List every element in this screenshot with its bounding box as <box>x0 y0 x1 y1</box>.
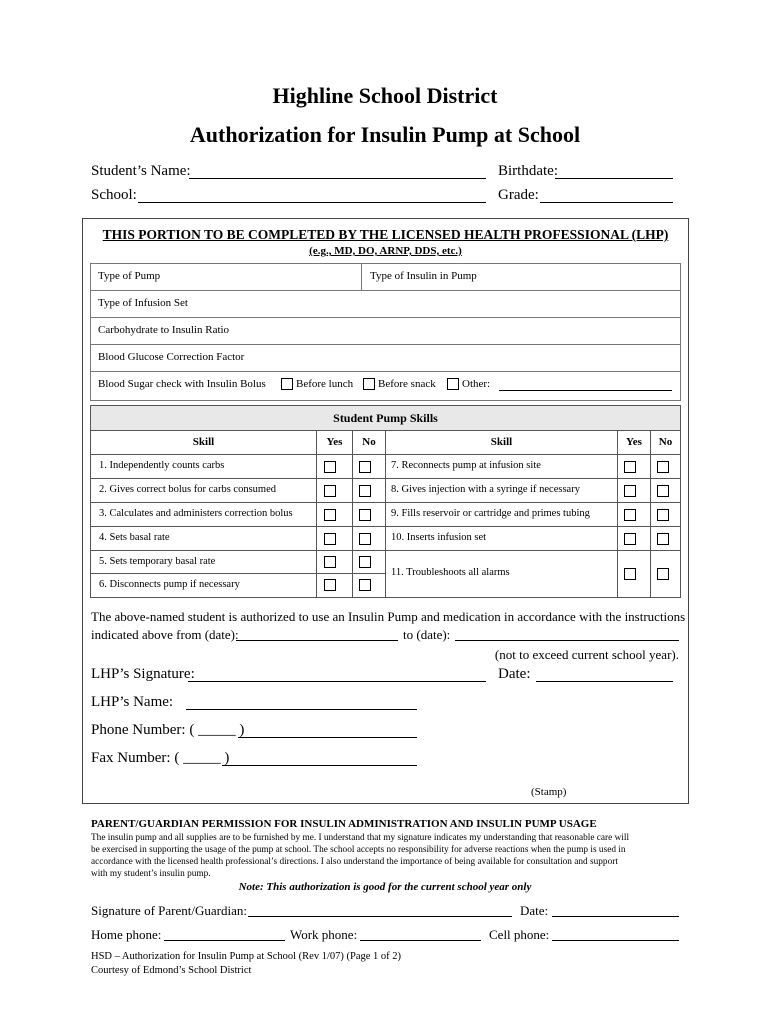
footer-form-id: HSD – Authorization for Insulin Pump at School (Rev 1/07) (Page 1 of 2) <box>91 951 402 962</box>
skill-header-right: Skill <box>490 436 513 448</box>
skill-2-yes-checkbox[interactable] <box>324 485 336 497</box>
grade-field[interactable] <box>540 202 673 203</box>
skill-4-yes-checkbox[interactable] <box>324 533 336 545</box>
school-field[interactable] <box>138 202 486 203</box>
other-checkbox[interactable] <box>447 378 459 390</box>
form-title: Authorization for Insulin Pump at School <box>189 122 581 147</box>
skill-5-no-checkbox[interactable] <box>359 556 371 568</box>
before-lunch-label: Before lunch <box>296 378 354 390</box>
skill-2-no-checkbox[interactable] <box>359 485 371 497</box>
phone-number-field[interactable] <box>238 737 417 738</box>
skill-10-yes-checkbox[interactable] <box>624 533 636 545</box>
student-name-field[interactable] <box>189 178 486 179</box>
from-date-label: indicated above from (date): <box>91 627 239 642</box>
skill-10: 10. Inserts infusion set <box>391 532 487 543</box>
skill-8-no-checkbox[interactable] <box>657 485 669 497</box>
no-header-right: No <box>658 436 673 448</box>
skill-3-yes-checkbox[interactable] <box>324 509 336 521</box>
parent-paragraph-2: be exercised in supporting the usage of the pump at school. The school accepts no responsibility for adverse reactions when the pump is used in <box>91 845 626 855</box>
lhp-signature-label: LHP’s Signature: <box>91 666 195 682</box>
skill-5-yes-checkbox[interactable] <box>324 556 336 568</box>
yes-header-right: Yes <box>626 436 642 448</box>
skill-6: 6. Disconnects pump if necessary <box>99 579 240 590</box>
skills-table <box>90 405 681 598</box>
other-label: Other: <box>462 378 491 390</box>
home-phone-field[interactable] <box>164 940 285 941</box>
carb-ratio-label: Carbohydrate to Insulin Ratio <box>98 324 230 336</box>
lhp-name-label: LHP’s Name: <box>91 694 174 710</box>
other-field[interactable] <box>499 390 672 391</box>
footer-courtesy: Courtesy of Edmond’s School District <box>91 965 252 976</box>
skill-11-no-checkbox[interactable] <box>657 568 669 580</box>
phone-number-label: Phone Number: ( _____ ) <box>91 722 245 738</box>
fax-number-label: Fax Number: ( _____ ) <box>91 750 230 766</box>
infusion-set-label: Type of Infusion Set <box>98 297 188 309</box>
from-date-field[interactable] <box>236 640 398 641</box>
birthdate-field[interactable] <box>555 178 673 179</box>
skill-3: 3. Calculates and administers correction bolus <box>99 508 293 519</box>
stamp-label: (Stamp) <box>531 786 567 798</box>
before-lunch-checkbox[interactable] <box>281 378 293 390</box>
parent-signature-label: Signature of Parent/Guardian: <box>91 903 247 918</box>
skill-7-yes-checkbox[interactable] <box>624 461 636 473</box>
yes-header-left: Yes <box>326 436 343 448</box>
parent-paragraph-3: accordance with the licensed health professional’s directions. I also understand the importance of being available for consultation and support <box>91 857 618 867</box>
parent-paragraph-4: with my student’s insulin pump. <box>91 869 211 879</box>
skill-4: 4. Sets basal rate <box>99 532 170 543</box>
no-header-left: No <box>362 436 376 448</box>
grade-label: Grade: <box>498 187 539 203</box>
skill-9: 9. Fills reservoir or cartridge and primes tubing <box>391 508 590 519</box>
skill-1: 1. Independently counts carbs <box>99 460 225 471</box>
work-phone-label: Work phone: <box>290 927 358 942</box>
lhp-heading: THIS PORTION TO BE COMPLETED BY THE LICENSED HEALTH PROFESSIONAL (LHP) <box>102 227 669 242</box>
lhp-subheading: (e.g., MD, DO, ARNP, DDS, etc.) <box>309 245 462 257</box>
parent-heading: PARENT/GUARDIAN PERMISSION FOR INSULIN ADMINISTRATION AND INSULIN PUMP USAGE <box>91 818 597 830</box>
district-title: Highline School District <box>272 83 498 108</box>
cell-phone-label: Cell phone: <box>489 927 550 942</box>
skill-5: 5. Sets temporary basal rate <box>99 556 216 567</box>
skill-2: 2. Gives correct bolus for carbs consumed <box>99 484 276 495</box>
lhp-date-label: Date: <box>498 666 531 682</box>
limit-note: (not to exceed current school year). <box>494 647 679 662</box>
skill-3-no-checkbox[interactable] <box>359 509 371 521</box>
authorization-text: The above-named student is authorized to use an Insulin Pump and medication in accordance with the instructions <box>91 609 686 624</box>
skill-1-yes-checkbox[interactable] <box>324 461 336 473</box>
cell-phone-field[interactable] <box>552 940 679 941</box>
bolus-label: Blood Sugar check with Insulin Bolus <box>98 378 266 390</box>
school-label: School: <box>91 187 137 203</box>
birthdate-label: Birthdate: <box>498 163 558 179</box>
skills-table-title: Student Pump Skills <box>333 411 438 425</box>
skill-11: 11. Troubleshoots all alarms <box>391 567 510 578</box>
lhp-signature-field[interactable] <box>188 681 486 682</box>
skill-7-no-checkbox[interactable] <box>657 461 669 473</box>
skill-10-no-checkbox[interactable] <box>657 533 669 545</box>
to-date-label: to (date): <box>403 627 451 642</box>
parent-date-field[interactable] <box>552 916 679 917</box>
skill-header-left: Skill <box>192 436 215 448</box>
lhp-date-field[interactable] <box>536 681 673 682</box>
parent-paragraph-1: The insulin pump and all supplies are to be furnished by me. I understand that my signature indicates my understanding that reasonable care will <box>91 833 630 843</box>
skill-7: 7. Reconnects pump at infusion site <box>391 460 541 471</box>
skill-11-yes-checkbox[interactable] <box>624 568 636 580</box>
before-snack-label: Before snack <box>378 378 436 390</box>
student-name-label: Student’s Name: <box>91 163 191 179</box>
skill-6-yes-checkbox[interactable] <box>324 579 336 591</box>
fax-number-field[interactable] <box>222 765 417 766</box>
home-phone-label: Home phone: <box>91 927 162 942</box>
authorization-note: Note: This authorization is good for the current school year only <box>238 881 532 893</box>
type-of-insulin-label: Type of Insulin in Pump <box>370 270 477 282</box>
skill-1-no-checkbox[interactable] <box>359 461 371 473</box>
skill-4-no-checkbox[interactable] <box>359 533 371 545</box>
lhp-name-field[interactable] <box>186 709 417 710</box>
type-of-pump-label: Type of Pump <box>98 270 161 282</box>
skill-6-no-checkbox[interactable] <box>359 579 371 591</box>
skill-9-no-checkbox[interactable] <box>657 509 669 521</box>
skill-8-yes-checkbox[interactable] <box>624 485 636 497</box>
skill-9-yes-checkbox[interactable] <box>624 509 636 521</box>
skill-8: 8. Gives injection with a syringe if necessary <box>391 484 580 495</box>
before-snack-checkbox[interactable] <box>363 378 375 390</box>
work-phone-field[interactable] <box>360 940 481 941</box>
parent-date-label: Date: <box>520 903 549 918</box>
to-date-field[interactable] <box>455 640 679 641</box>
parent-signature-field[interactable] <box>248 916 512 917</box>
correction-factor-label: Blood Glucose Correction Factor <box>98 351 245 363</box>
